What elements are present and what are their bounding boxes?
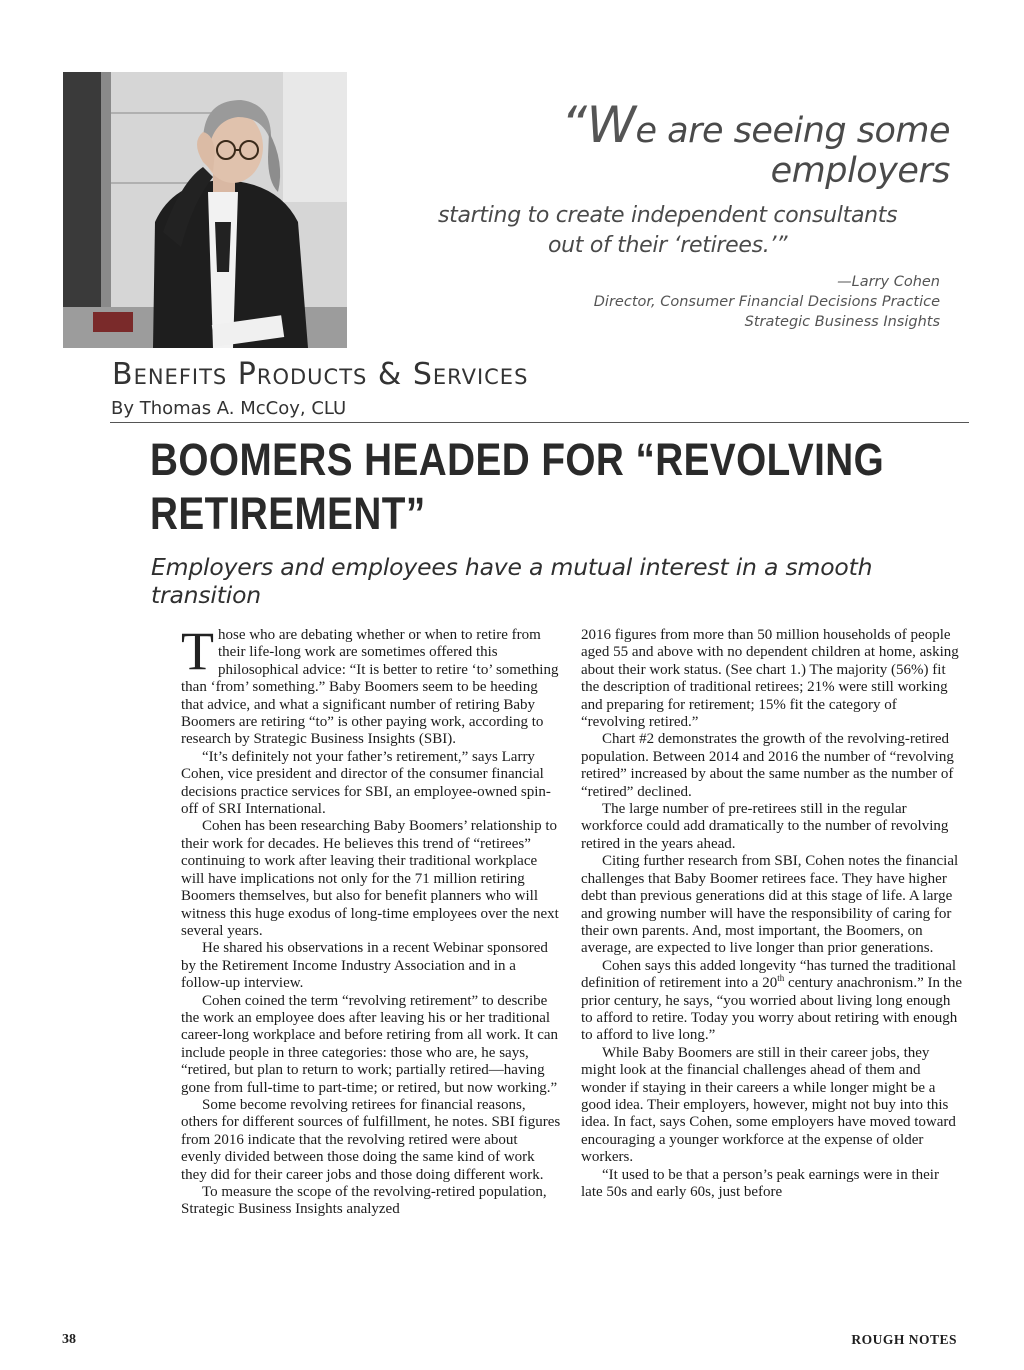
pull-quote-line-1 xyxy=(380,96,960,191)
byline: By Thomas A. McCoy, CLU xyxy=(111,398,347,419)
paragraph: He shared his observations in a recent Webinar sponsored by the Retirement Income Industry Association and in a follow-up interview. xyxy=(181,940,548,992)
attribution-org: Strategic Business Insights xyxy=(744,314,940,330)
pull-quote-line-2: starting to create independent consultants xyxy=(438,203,898,228)
pull-quote-big-letter: W xyxy=(586,96,636,154)
department-heading: Benefits Products & Services xyxy=(112,357,529,392)
paragraph: Cohen has been researching Baby Boomers’ relationship to their work for decades. He believes this trend of “retirees” continuing to work after leaving their traditional workplace will have implications not only for the 71 million retiring Boomers themselves, but also for benefit planners who will witness this huge exodus of long-time employees over the next several years. xyxy=(181,818,559,939)
paragraph: Some become revolving retirees for financial reasons, others for different sources of fulfillment, he notes. SBI figures from 2016 indicate that the revolving retired were about evenly divided between those doing the same kind of work they did for their career jobs and those doing different work. xyxy=(181,1096,561,1183)
paragraph-text: century anachronism.” In the prior century, he says, “you worried about living long enough to afford to retire. Today you worry about retiring with enough to afford to live long.” xyxy=(581,975,963,1044)
paragraph-text: hose who are debating whether or when to retire from their life-long work are sometimes offered this philosophical advice: “It is better to retire ‘to’ something than ‘from’ something.” Baby Boomers seem to be heeding that advice, and what a significant number of retiring Baby Boomers are retiring “to” is other paying work, according to research by Strategic Business Insights (SBI). xyxy=(181,627,559,748)
pull-quote-line-1-text: e are seeing some employers xyxy=(635,111,950,191)
paragraph xyxy=(181,621,561,749)
header-rule xyxy=(110,422,969,423)
paragraph: Chart #2 demonstrates the growth of the revolving-retired population. Between 2014 and 2016 the number of “revolving retired” increased by about the same number as the number of “retired” declined. xyxy=(581,731,954,800)
pull-quote-open-mark: “ xyxy=(561,96,587,154)
headline xyxy=(150,433,885,541)
pull-quote-line-3: out of their ‘retirees.’” xyxy=(548,233,788,258)
body-column-right xyxy=(581,627,963,1201)
body-column-left xyxy=(181,621,561,1219)
subheadline: Employers and employees have a mutual interest in a smooth transition xyxy=(151,553,873,609)
paragraph: To measure the scope of the revolving-retired population, Strategic Business Insights analyzed xyxy=(181,1184,547,1218)
magazine-name: ROUGH NOTES xyxy=(851,1332,957,1347)
paragraph: Cohen coined the term “revolving retirement” to describe the work an employee does after leaving his or her traditional career-long workplace and before retiring from all work. It can include people in three categories: those who are, he says, “retired, but plan to return to work; partially retired—having gone from full-time to part-time; or retired, but now working.” xyxy=(181,992,559,1096)
paragraph xyxy=(581,958,963,1045)
paragraph: Citing further research from SBI, Cohen notes the financial challenges that Baby Boomer retirees face. They have higher debt than previous generations did at this stage of life. A large and growing number will have the responsibility of caring for their own parents. And, most important, the Boomers, on average, are expected to live longer than prior generations. xyxy=(581,853,959,957)
attribution-name: —Larry Cohen xyxy=(837,274,940,290)
attribution-title: Director, Consumer Financial Decisions Practice xyxy=(593,294,940,310)
photo-illustration xyxy=(63,72,347,348)
headline-line-1: BOOMERS HEADED FOR “REVOLVING xyxy=(150,434,885,485)
superscript: th xyxy=(777,973,785,984)
pull-quote xyxy=(380,96,960,261)
article-photo xyxy=(63,72,347,348)
paragraph: “It’s definitely not your father’s retirement,” says Larry Cohen, vice president and director of the consumer financial decisions practice services for SBI, an employee-owned spin-off of SRI International. xyxy=(181,748,551,818)
paragraph: 2016 figures from more than 50 million households of people aged 55 and above with no dependent children at home, asking about their work status. (See chart 1.) The majority (56%) fit the description of traditional retirees; 21% were still working and preparing for retirement; 15% fit the category of “revolving retired.” xyxy=(581,627,959,731)
page-number: 38 xyxy=(62,1332,76,1347)
paragraph: The large number of pre-retirees still in the regular workforce could add dramatically to the number of revolving retired in the years ahead. xyxy=(581,801,949,852)
quote-attribution xyxy=(594,272,940,332)
paragraph: While Baby Boomers are still in their career jobs, they might look at the financial challenges ahead of them and wonder if staying in their careers a while longer might be a good idea. Their employers, however, might not buy into this idea. In fact, says Cohen, some employers have moved toward encouraging a younger workforce at the expense of older workers. xyxy=(581,1044,956,1166)
drop-cap: T xyxy=(181,621,214,681)
paragraph: “It used to be that a person’s peak earnings were in their late 50s and early 60s, just before xyxy=(581,1166,939,1200)
headline-line-2: RETIREMENT” xyxy=(150,488,426,539)
paragraph-text: Cohen says this added longevity “has turned the traditional definition of retirement into a 20 xyxy=(581,957,957,992)
